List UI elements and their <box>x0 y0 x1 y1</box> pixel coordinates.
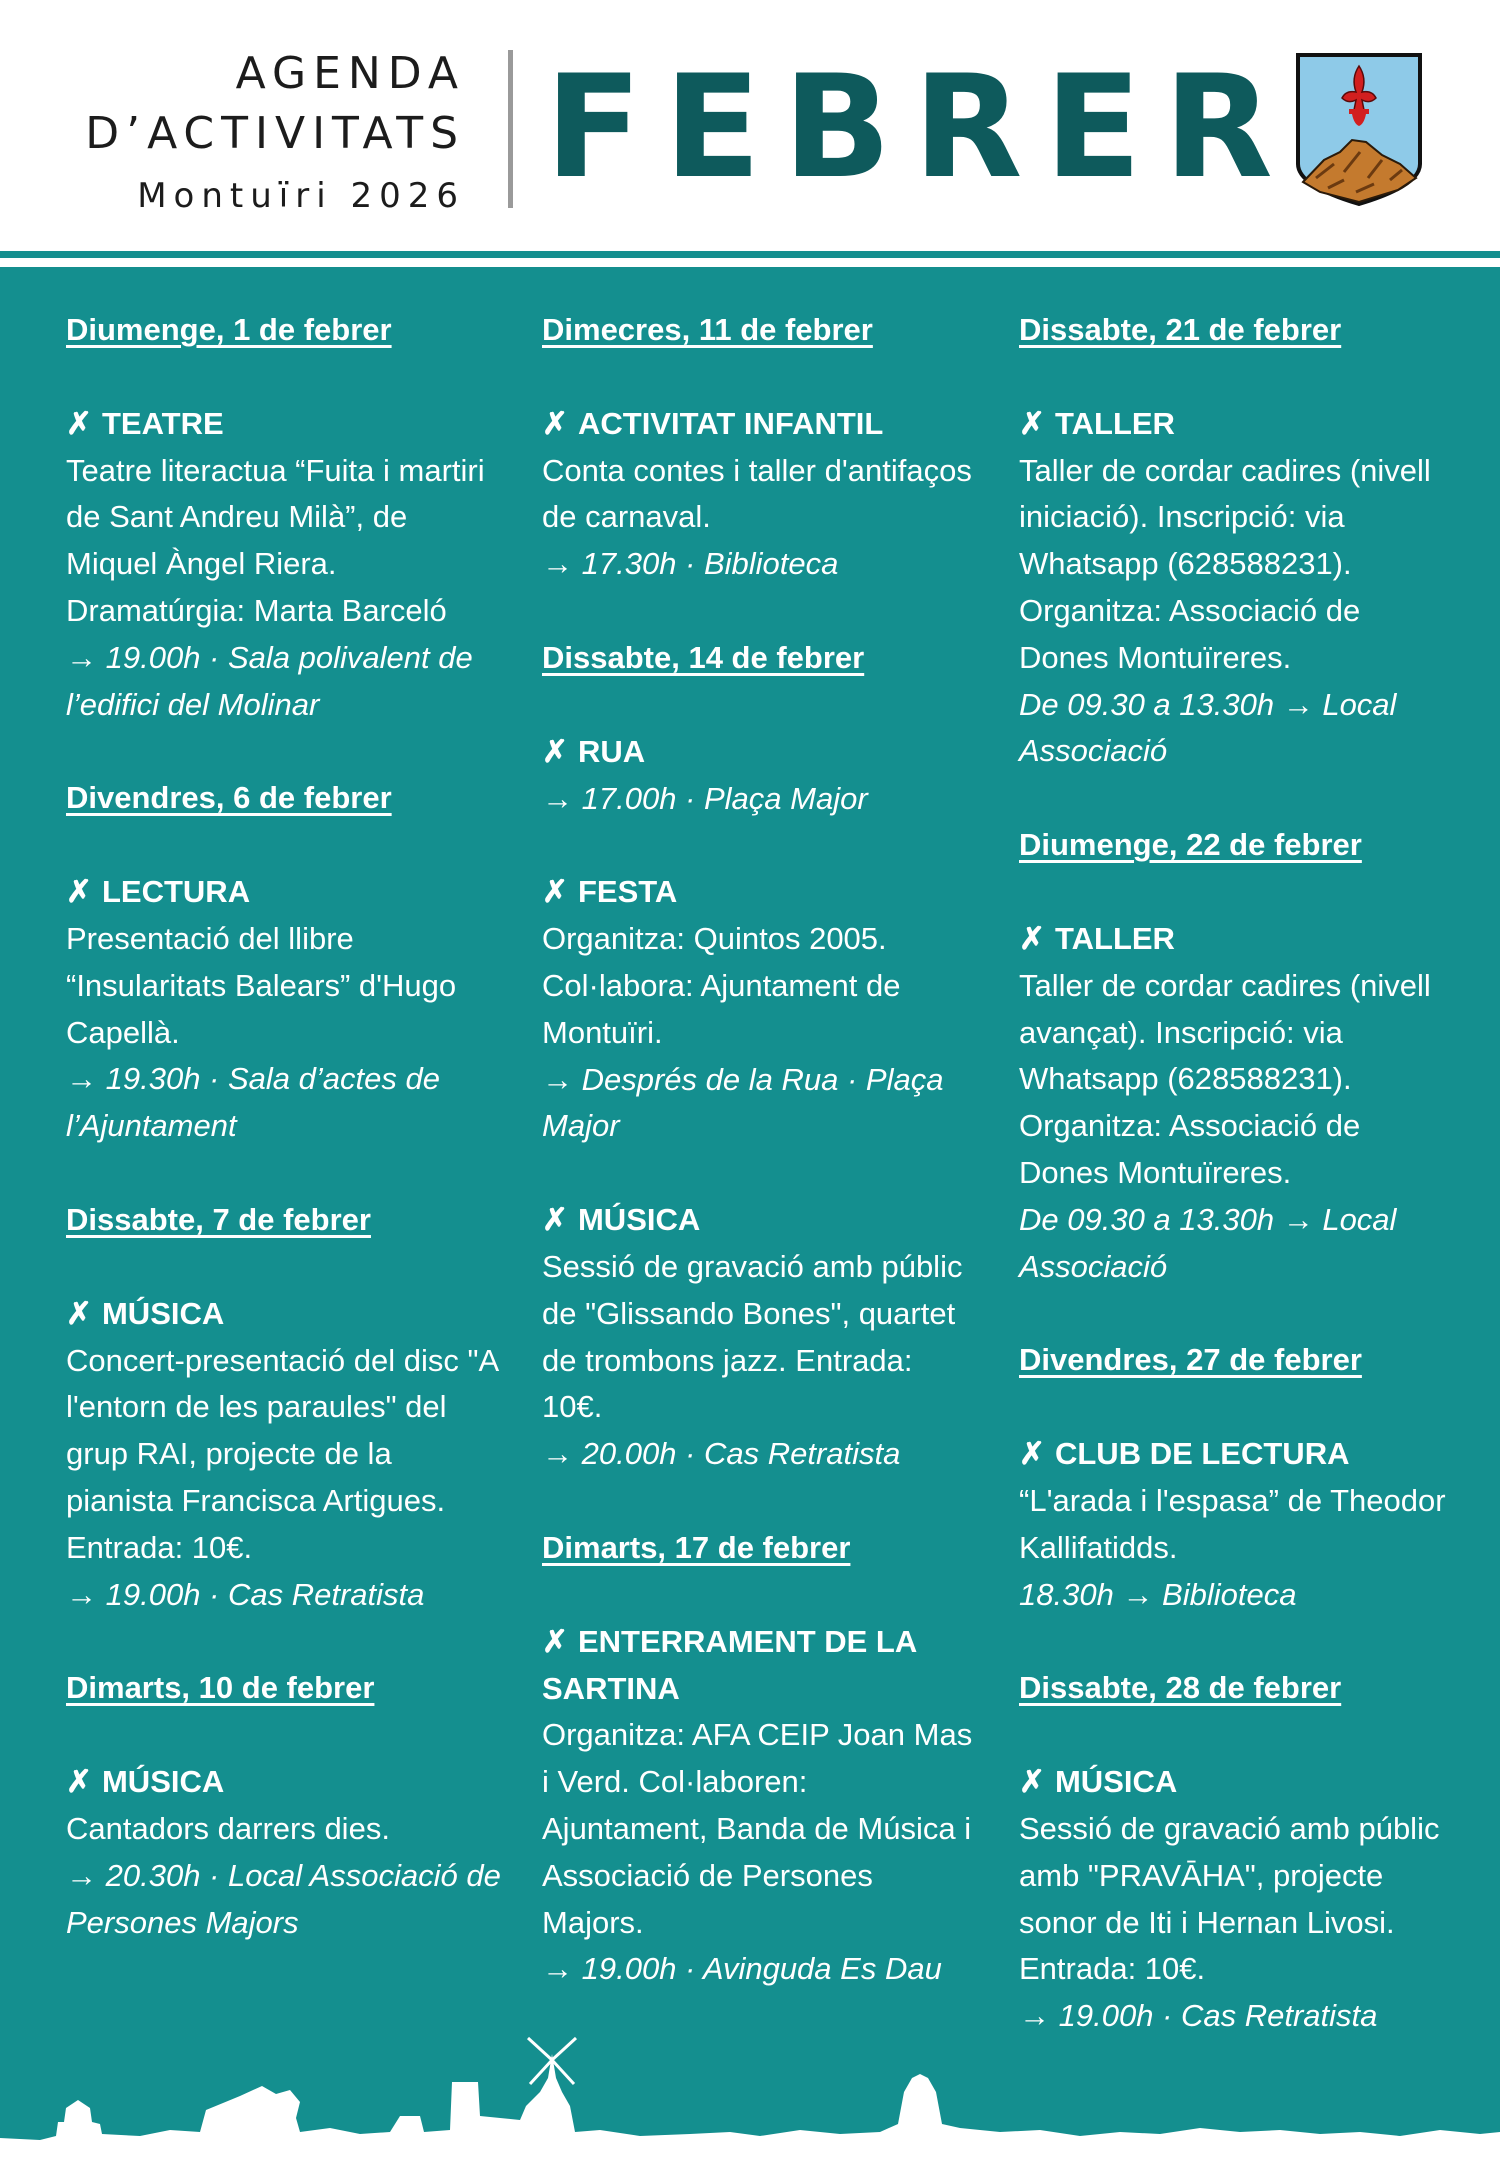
day-date: Diumenge, 22 de febrer <box>1019 827 1362 863</box>
day-date: Divendres, 27 de febrer <box>1019 1342 1362 1378</box>
event-category-label: ACTIVITAT INFANTIL <box>577 405 884 441</box>
event-category-label: TALLER <box>1054 920 1175 956</box>
day-date: Divendres, 6 de febrer <box>66 780 392 816</box>
agenda-title-line-2: D’ACTIVITATS <box>85 108 465 159</box>
x-mark-icon: ✗ <box>542 874 568 910</box>
event-description: Organitza: Quintos 2005. Col·labora: Ajuntament de Montuïri. <box>542 921 901 1050</box>
event-description: Conta contes i taller d'antifaços de carnaval. <box>542 452 972 535</box>
x-mark-icon: ✗ <box>542 733 568 769</box>
event-item <box>66 1759 501 1946</box>
day-group <box>66 1197 501 1618</box>
event-time-location: 18.30h → Biblioteca <box>1019 1576 1297 1612</box>
event-category-label: TEATRE <box>101 405 224 441</box>
agenda-title-line-1: AGENDA <box>235 48 465 99</box>
municipal-crest-icon <box>1294 52 1424 206</box>
event-description: Presentació del llibre “Insularitats Balears” d'Hugo Capellà. <box>66 920 457 1050</box>
event-category-label: CLUB DE LECTURA <box>1054 1436 1350 1472</box>
event-time-location: → 20.30h · Local Associació de Persones Majors <box>66 1857 501 1940</box>
event-category <box>542 1619 977 1713</box>
day-group <box>1019 307 1454 775</box>
event-category-label: ENTERRAMENT DE LA SARTINA <box>542 1623 917 1706</box>
event-category <box>66 401 501 448</box>
event-item <box>66 869 501 1150</box>
event-description: Cantadors darrers dies. <box>66 1810 390 1846</box>
event-time-location: → 19.00h · Cas Retratista <box>66 1576 425 1612</box>
event-item <box>1019 401 1454 775</box>
x-mark-icon: ✗ <box>66 874 92 910</box>
x-mark-icon: ✗ <box>542 405 568 441</box>
event-time-location: → 17.00h · Plaça Major <box>542 780 868 816</box>
event-description: Organitza: AFA CEIP Joan Mas i Verd. Col·laboren: Ajuntament, Banda de Música i Associació de Persones Majors. <box>542 1717 973 1940</box>
day-group <box>1019 1665 1454 2040</box>
event-category-label: MÚSICA <box>101 1764 225 1800</box>
x-mark-icon: ✗ <box>1019 1764 1045 1800</box>
event-item <box>542 729 977 823</box>
event-category-label: FESTA <box>577 874 678 910</box>
event-item <box>542 1619 977 1993</box>
agenda-title-block <box>85 44 465 226</box>
day-date: Dimarts, 17 de febrer <box>542 1529 851 1565</box>
day-group <box>66 307 501 728</box>
x-mark-icon: ✗ <box>1019 405 1045 441</box>
event-item <box>1019 1759 1454 2040</box>
event-category-label: LECTURA <box>101 874 251 910</box>
event-category-label: MÚSICA <box>577 1202 701 1238</box>
event-time-location: → 19.00h · Sala polivalent de l’edifici del Molinar <box>66 639 473 722</box>
event-category-label: RUA <box>577 733 646 769</box>
day-group <box>66 1665 501 1946</box>
event-category <box>66 1291 501 1338</box>
event-description: Taller de cordar cadires (nivell iniciació). Inscripció: via Whatsapp (628588231). Organitza: Associació de Dones Montuïreres. <box>1019 452 1431 675</box>
agenda-column-3 <box>1019 307 1454 2040</box>
x-mark-icon: ✗ <box>1019 1436 1045 1472</box>
day-date: Dissabte, 21 de febrer <box>1019 312 1342 347</box>
day-group <box>542 307 977 588</box>
event-description: Sessió de gravació amb públic amb "PRAVĀHA", projecte sonor de Iti i Hernan Livosi. Entrada: 10€. <box>1019 1810 1440 1987</box>
event-item <box>1019 916 1454 1290</box>
day-date: Dissabte, 28 de febrer <box>1019 1670 1342 1706</box>
day-date: Diumenge, 1 de febrer <box>66 312 392 347</box>
day-group <box>542 1525 977 1993</box>
x-mark-icon: ✗ <box>1019 920 1045 956</box>
event-time-location: → Després de la Rua · Plaça Major <box>542 1061 944 1144</box>
day-date: Dissabte, 7 de febrer <box>66 1201 371 1237</box>
town-skyline-silhouette <box>0 2020 1500 2167</box>
event-description: Sessió de gravació amb públic de "Glissando Bones", quartet de trombons jazz. Entrada: 10€. <box>542 1248 963 1425</box>
event-category <box>1019 401 1454 448</box>
event-category <box>1019 916 1454 963</box>
event-category <box>66 1759 501 1806</box>
event-description: Concert-presentació del disc "A l'entorn de les paraules" del grup RAI, projecte de la pianista Francisca Artigues. Entrada: 10€. <box>66 1342 498 1565</box>
event-item <box>1019 1431 1454 1618</box>
x-mark-icon: ✗ <box>542 1623 568 1659</box>
agenda-column-2 <box>542 307 977 1993</box>
day-group <box>542 635 977 1478</box>
event-category <box>542 729 977 776</box>
day-date: Dissabte, 14 de febrer <box>542 639 865 675</box>
event-item <box>542 1197 977 1478</box>
event-category-label: MÚSICA <box>101 1295 225 1331</box>
event-item <box>66 1291 501 1619</box>
event-item <box>542 401 977 588</box>
header-rule <box>0 251 1500 258</box>
day-date: Dimarts, 10 de febrer <box>66 1670 375 1706</box>
event-time-location: → 19.00h · Avinguda Es Dau <box>542 1951 942 1987</box>
event-category <box>66 869 501 916</box>
event-description: “L'arada i l'espasa” de Theodor Kallifatidds. <box>1019 1482 1446 1565</box>
event-category <box>1019 1759 1454 1806</box>
event-category <box>1019 1431 1454 1478</box>
event-time-location: → 17.30h · Biblioteca <box>542 546 839 582</box>
event-category <box>542 869 977 916</box>
event-item <box>66 401 501 729</box>
event-category <box>542 401 977 448</box>
event-item <box>542 869 977 1150</box>
header-divider <box>508 50 513 208</box>
day-group <box>66 775 501 1150</box>
x-mark-icon: ✗ <box>66 405 92 441</box>
event-time-location: De 09.30 a 13.30h → Local Associació <box>1019 1201 1397 1284</box>
event-time-location: → 20.00h · Cas Retratista <box>542 1436 901 1472</box>
agenda-subtitle: Montuïri 2026 <box>137 176 465 216</box>
agenda-column-1 <box>66 307 501 1946</box>
event-category <box>542 1197 977 1244</box>
event-description: Taller de cordar cadires (nivell avançat). Inscripció: via Whatsapp (628588231). Organitza: Associació de Dones Montuïreres. <box>1019 967 1431 1190</box>
event-time-location: De 09.30 a 13.30h → Local Associació <box>1019 686 1397 769</box>
x-mark-icon: ✗ <box>66 1295 92 1331</box>
event-category-label: MÚSICA <box>1054 1764 1178 1800</box>
x-mark-icon: ✗ <box>542 1202 568 1238</box>
month-title: FEBRER <box>545 45 1295 210</box>
event-time-location: → 19.00h · Cas Retratista <box>1019 1998 1378 2034</box>
event-time-location: → 19.30h · Sala d’actes de l’Ajuntament <box>66 1061 440 1144</box>
page-header <box>0 0 1500 250</box>
event-category-label: TALLER <box>1054 405 1175 441</box>
day-group <box>1019 1337 1454 1618</box>
event-description: Teatre literactua “Fuita i martiri de Sant Andreu Milà”, de Miquel Àngel Riera. Dramatúrgia: Marta Barceló <box>66 452 485 628</box>
x-mark-icon: ✗ <box>66 1764 92 1800</box>
day-group <box>1019 822 1454 1290</box>
day-date: Dimecres, 11 de febrer <box>542 312 873 347</box>
